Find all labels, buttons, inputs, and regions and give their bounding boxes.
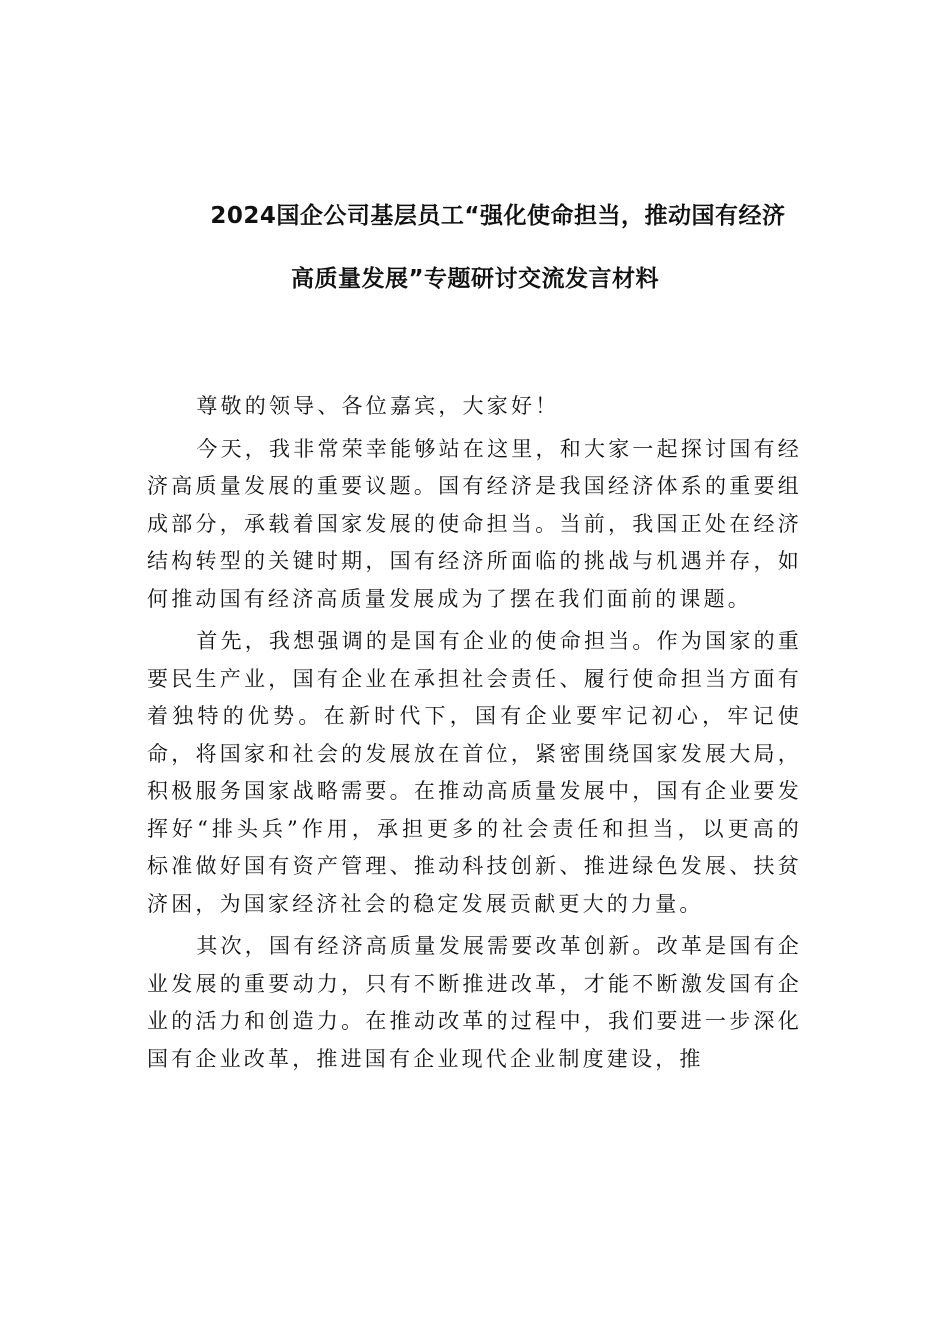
body-paragraph-second-point: 其次，国有经济高质量发展需要改革创新。改革是国有企业发展的重要动力，只有不断推进改革，才能不断激发国有企业的活力和创造力。在推动改革的过程中，我们要进一步深化国有企业改革，推进国有企业现代企业制度建设，推 [147, 934, 802, 1071]
body-paragraph-intro: 今天，我非常荣幸能够站在这里，和大家一起探讨国有经济高质量发展的重要议题。国有经济是我国经济体系的重要组成部分，承载着国家发展的使命担当。当前，我国正处在经济结构转型的关键时期，国有经济所面临的挑战与机遇并存，如何推动国有经济高质量发展成为了摆在我们面前的课题。 [147, 436, 802, 611]
greeting-paragraph: 尊敬的领导、各位嘉宾，大家好！ [196, 394, 560, 418]
body-paragraph-first-point: 首先，我想强调的是国有企业的使命担当。作为国家的重要民生产业，国有企业在承担社会责任、履行使命担当方面有着独特的优势。在新时代下，国有企业要牢记初心，牢记使命，将国家和社会的发展放在首位，紧密围绕国家发展大局，积极服务国家战略需要。在推动高质量发展中，国有企业要发挥好“排头兵”作用，承担更多的社会责任和担当，以更高的标准做好国有资产管理、推动科技创新、推进绿色发展、扶贫济困，为国家经济社会的稳定发展贡献更大的力量。 [147, 629, 802, 916]
document-title-line-2: 高质量发展”专题研讨交流发言材料 [290, 266, 660, 292]
document-body [147, 388, 802, 1078]
document-title-line-1: 2024国企公司基层员工“强化使命担当，推动国有经济 [210, 203, 786, 229]
